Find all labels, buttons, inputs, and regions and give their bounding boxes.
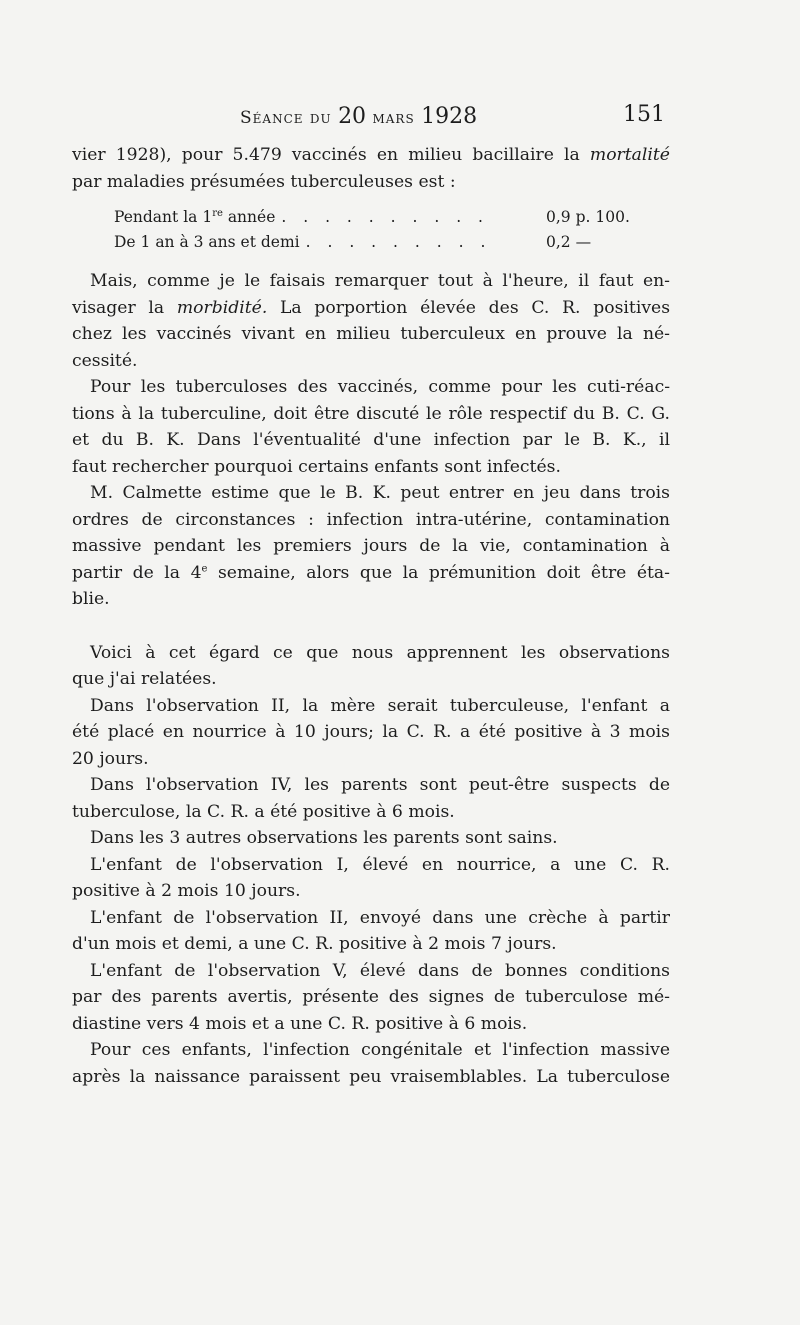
text-line: vier 1928), pour 5.479 vaccinés en milieu bacillaire la mortalité bbox=[72, 145, 670, 165]
paragraph-tuberculoses bbox=[72, 374, 670, 480]
text-line: par des parents avertis, présente des signes de tuberculose mé- bbox=[72, 987, 670, 1007]
paragraph-calmette bbox=[72, 480, 670, 613]
session-title bbox=[240, 104, 477, 129]
paragraph-conclusion bbox=[72, 1037, 670, 1090]
emphasis-morbidity: morbidité. bbox=[176, 297, 268, 318]
mortality-table bbox=[114, 205, 642, 255]
leader-dots: . . . . . . . . . . bbox=[281, 208, 489, 226]
text-line: et du B. K. Dans l'éventualité d'une infection par le B. K., il bbox=[72, 430, 670, 450]
text-line: diastine vers 4 mois et a une C. R. positive à 6 mois. bbox=[72, 1013, 528, 1034]
paragraph-observation-5 bbox=[72, 958, 670, 1038]
paragraph-observation-1 bbox=[72, 852, 670, 905]
session-day: 20 bbox=[338, 104, 367, 129]
text-line: Voici à cet égard ce que nous apprennent les observations bbox=[90, 642, 670, 663]
text-line: Dans l'observation II, la mère serait tuberculeuse, l'enfant a bbox=[90, 695, 670, 716]
table-row bbox=[114, 230, 642, 255]
text-line: positive à 2 mois 10 jours. bbox=[72, 881, 301, 901]
emphasis-mortality: mortalité bbox=[589, 145, 670, 165]
text-line: massive pendant les premiers jours de la vie, contamination à bbox=[72, 536, 670, 556]
page-body bbox=[72, 142, 670, 1090]
session-title-prefix: Séance du bbox=[240, 108, 332, 128]
session-month: mars bbox=[372, 108, 415, 128]
text-line: blie. bbox=[72, 589, 110, 609]
text-line: Mais, comme je le faisais remarquer tout à l'heure, il faut en- bbox=[90, 271, 670, 291]
text-line: Pour ces enfants, l'infection congénitale et l'infection massive bbox=[90, 1040, 670, 1060]
text-line: d'un mois et demi, a une C. R. positive à 2 mois 7 jours. bbox=[72, 934, 557, 954]
table-row bbox=[114, 205, 642, 230]
text-line: Pour les tuberculoses des vaccinés, comme pour les cuti-réac- bbox=[90, 377, 670, 397]
running-header bbox=[0, 100, 800, 134]
paragraph-mortality bbox=[72, 142, 670, 195]
text-line: visager la morbidité. La porportion élevée des C. R. positives bbox=[72, 297, 671, 318]
paragraph-morbidity bbox=[72, 268, 670, 374]
session-year: 1928 bbox=[421, 104, 478, 129]
row-value: 0,9 p. 100. bbox=[546, 208, 630, 226]
text-line: L'enfant de l'observation II, envoyé dans une crèche à partir bbox=[90, 907, 670, 928]
text-line: Dans l'observation IV, les parents sont peut-être suspects de bbox=[90, 775, 670, 795]
text-line: L'enfant de l'observation I, élevé en nourrice, a une C. R. bbox=[90, 854, 670, 875]
text-line: 20 jours. bbox=[72, 748, 149, 769]
text-line: ordres de circonstances : infection intra-utérine, contamination bbox=[72, 509, 670, 530]
paragraph-observation-2-child bbox=[72, 905, 670, 958]
text-line: tuberculose, la C. R. a été positive à 6 mois. bbox=[72, 801, 455, 822]
text-line: tions à la tuberculine, doit être discuté le rôle respectif du B. C. G. bbox=[72, 403, 670, 424]
paragraph-other-observations bbox=[72, 825, 670, 852]
text-line: M. Calmette estime que le B. K. peut entrer en jeu dans trois bbox=[90, 483, 670, 503]
text-line: cessité. bbox=[72, 350, 138, 371]
text-line: chez les vaccinés vivant en milieu tuberculeux en prouve la né- bbox=[72, 324, 670, 344]
text-line: après la naissance paraissent peu vraisemblables. La tuberculose bbox=[72, 1066, 670, 1087]
text-line: que j'ai relatées. bbox=[72, 669, 217, 689]
text-line: été placé en nourrice à 10 jours; la C. R. a été positive à 3 mois bbox=[72, 722, 670, 742]
text-line: Dans les 3 autres observations les parents sont sains. bbox=[90, 828, 558, 848]
text-line: faut rechercher pourquoi certains enfants sont infectés. bbox=[72, 456, 561, 477]
paragraph-observation-2 bbox=[72, 693, 670, 773]
text-line: par maladies présumées tuberculeuses est : bbox=[72, 171, 456, 192]
text-line: L'enfant de l'observation V, élevé dans de bonnes conditions bbox=[90, 960, 670, 981]
text-line: partir de la 4e semaine, alors que la prémunition doit être éta- bbox=[72, 562, 670, 583]
page-number: 151 bbox=[623, 102, 665, 127]
paragraph-observation-4 bbox=[72, 772, 670, 825]
row-value: 0,2 — bbox=[546, 233, 592, 251]
leader-dots: . . . . . . . . . bbox=[305, 233, 492, 251]
row-label: Pendant la 1re année bbox=[114, 207, 276, 226]
row-label: De 1 an à 3 ans et demi bbox=[114, 233, 300, 251]
paragraph-voici bbox=[72, 640, 670, 693]
